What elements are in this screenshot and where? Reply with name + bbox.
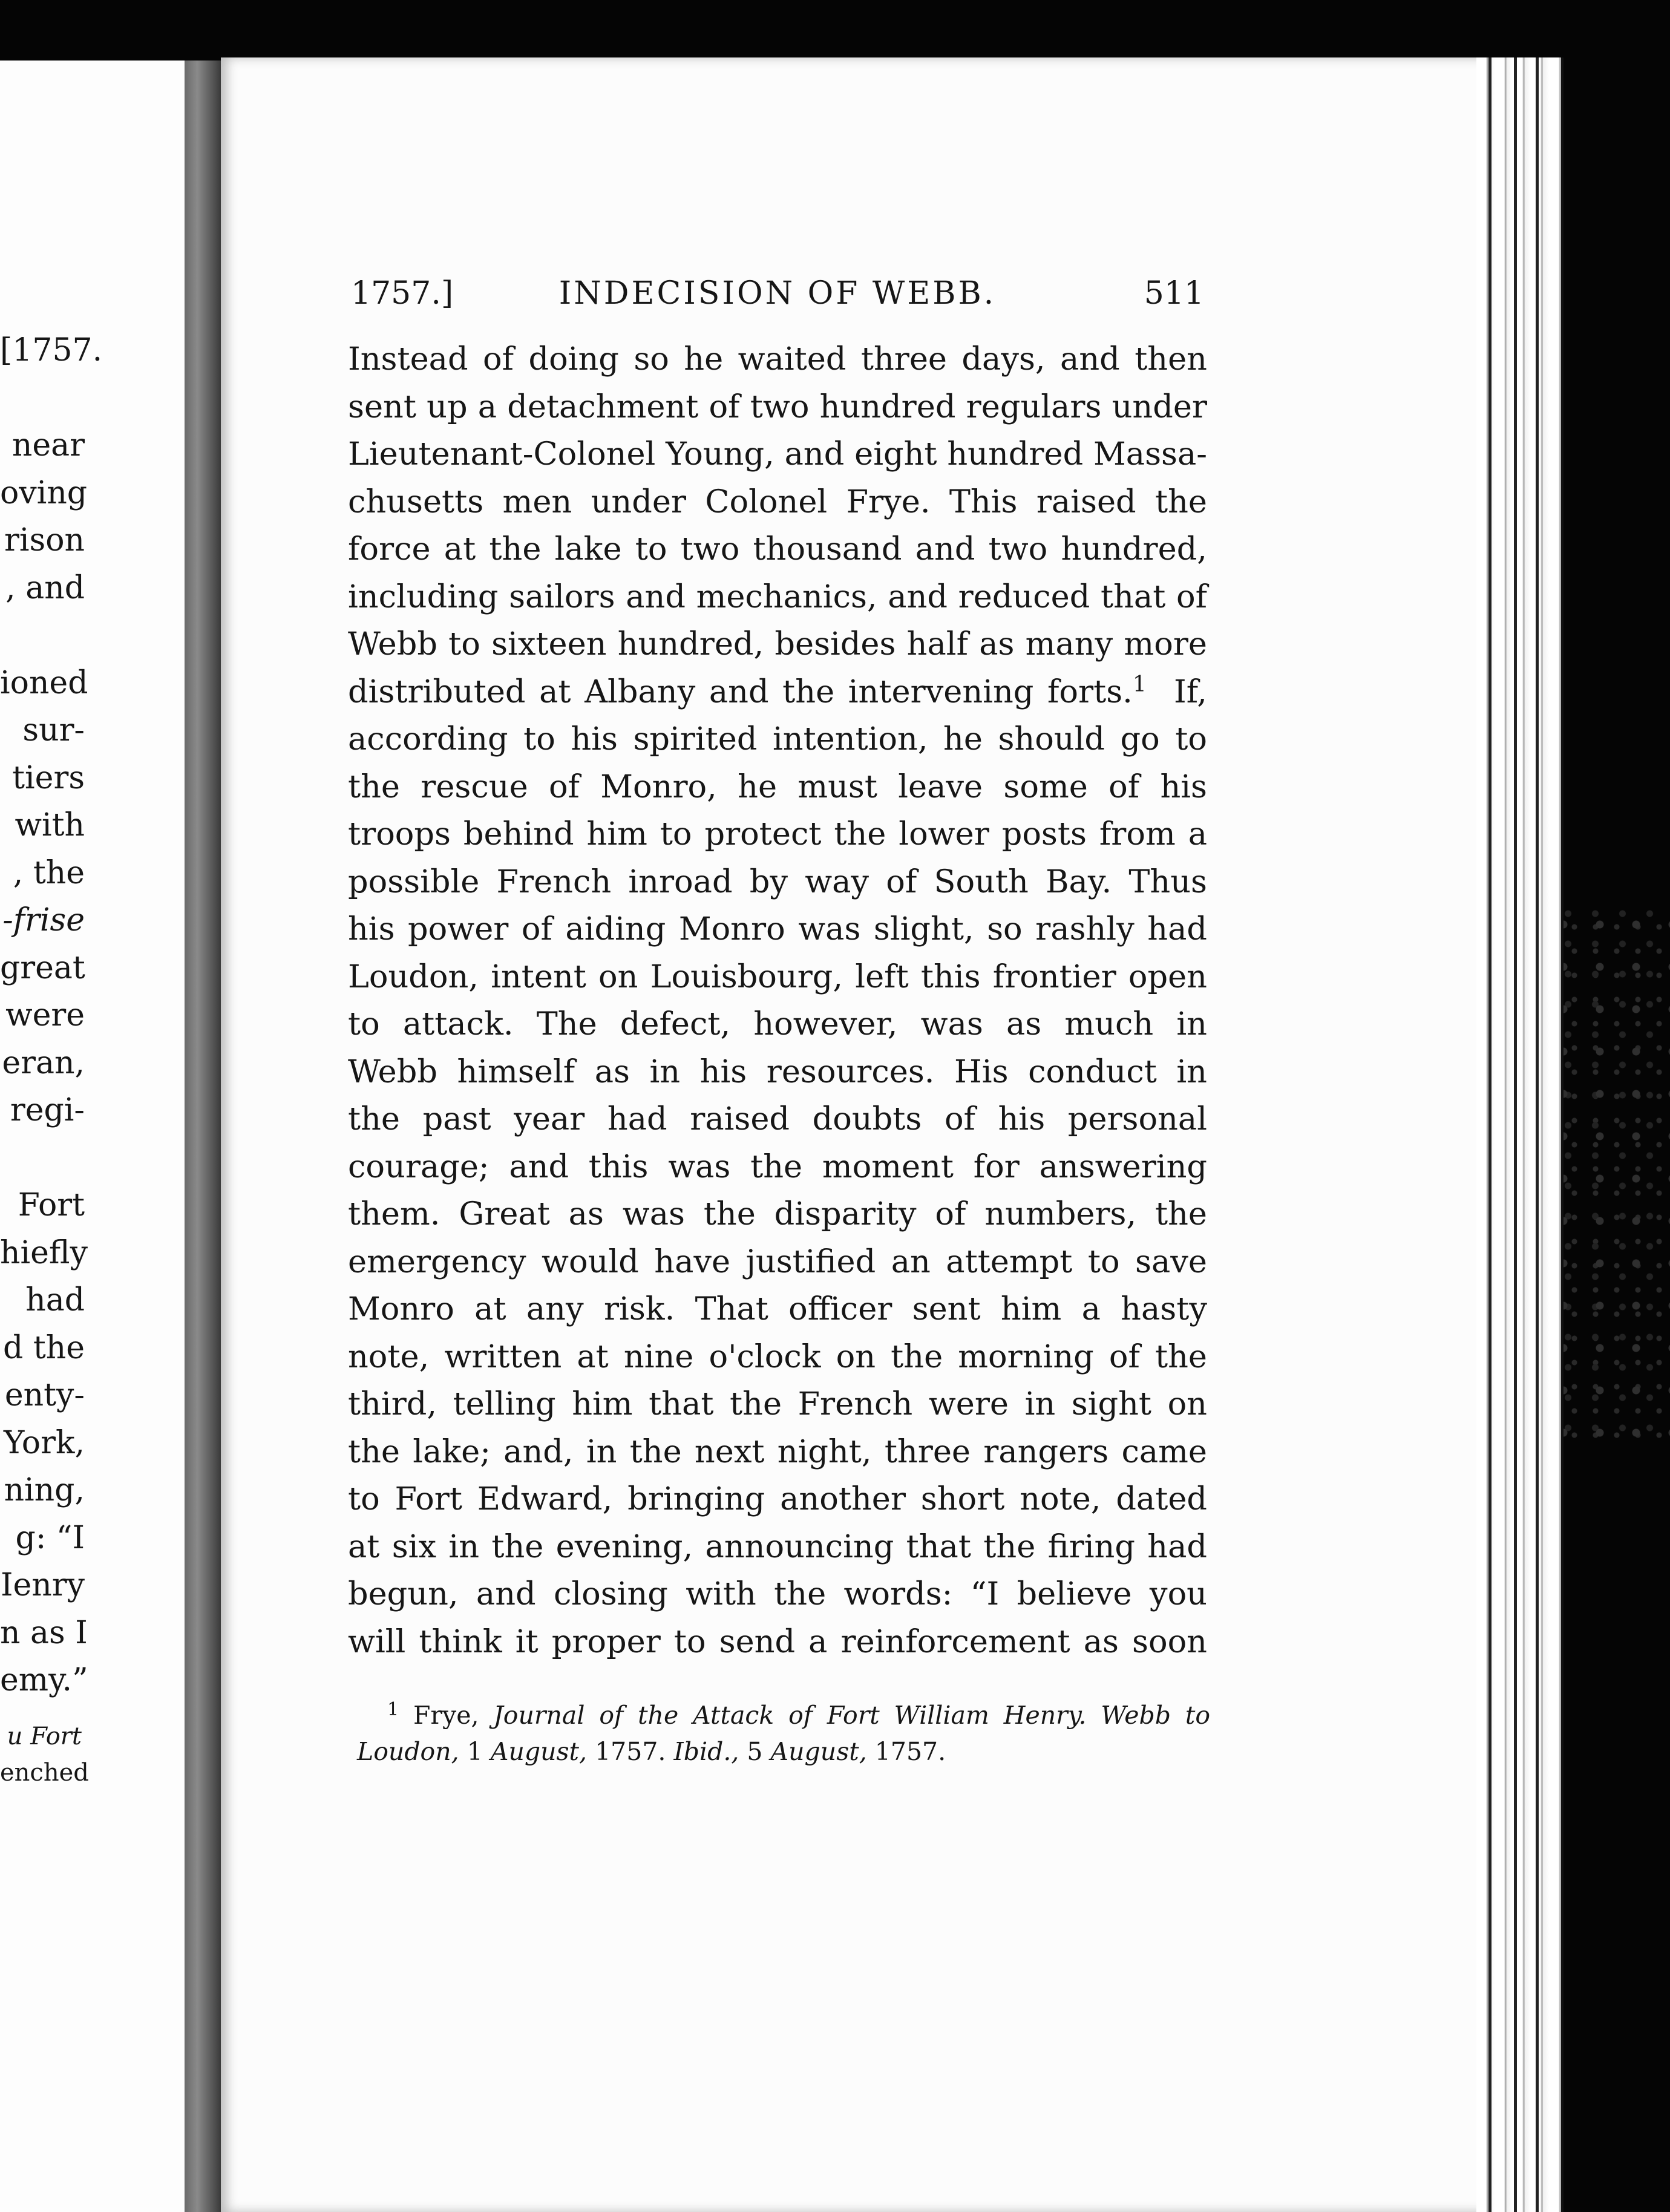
body-line <box>348 1333 1207 1381</box>
footnote-letter: Webb to <box>1101 1701 1210 1730</box>
body-line-text: distributed at Albany and the intervening forts. <box>348 673 1133 710</box>
body-line-text: to attack. The defect, however, was as much in <box>348 1006 1207 1042</box>
left-page-line: d the <box>3 1329 85 1366</box>
body-line-text: note, written at nine o'clock on the morning of the <box>348 1338 1207 1375</box>
left-page-line <box>0 1134 85 1182</box>
body-line-text: Monro at any risk. That officer sent him a hasty <box>348 1291 1207 1327</box>
running-header <box>351 266 1204 321</box>
body-line <box>348 479 1207 526</box>
left-page-footnote-line: enched <box>0 1759 89 1787</box>
left-page-line: , the <box>13 854 85 891</box>
left-page <box>0 61 185 2212</box>
body-line <box>348 526 1207 574</box>
header-title: INDECISION OF WEBB. <box>558 275 997 312</box>
background-texture <box>1549 908 1670 1452</box>
body-line <box>348 1001 1207 1049</box>
left-page-line: [1757. <box>0 332 103 368</box>
footnote-text: 1757. <box>587 1737 674 1766</box>
body-line <box>348 811 1207 859</box>
left-page-line: Ienry <box>0 1567 85 1603</box>
body-line <box>348 431 1207 479</box>
left-page-footnote-line: u Fort <box>7 1723 82 1750</box>
body-line-text: to Fort Edward, bringing another short note, dated <box>348 1481 1207 1517</box>
body-line <box>348 1571 1207 1618</box>
body-line-text: Loudon, intent on Louisbourg, left this frontier open <box>348 958 1207 995</box>
header-year: 1757.] <box>351 275 454 312</box>
left-page-line: had <box>25 1282 85 1318</box>
body-line <box>348 1144 1207 1191</box>
page-edge-line <box>1488 57 1492 2212</box>
footnote-text: August, <box>490 1737 588 1766</box>
body-line-text: at six in the evening, announcing that the firing had <box>348 1528 1207 1565</box>
left-page-line: near <box>11 427 85 463</box>
body-line-text: courage; and this was the moment for answering <box>348 1148 1207 1185</box>
body-line-text: third, telling him that the French were in sight on <box>348 1386 1207 1422</box>
body-line <box>348 716 1207 764</box>
left-page-line <box>0 612 85 659</box>
left-page-line: York, <box>3 1424 85 1461</box>
body-line-text: Lieutenant-Colonel Young, and eight hundred Massa- <box>348 436 1207 473</box>
footnote-text: 1757. <box>866 1737 946 1766</box>
left-page-line: were <box>5 997 85 1033</box>
footnote-line <box>357 1697 1210 1733</box>
body-line <box>348 764 1207 811</box>
body-line-text: his power of aiding Monro was slight, so rashly had <box>348 911 1207 947</box>
left-page-line: tiers <box>12 759 85 796</box>
page-edge-line <box>1536 57 1539 2212</box>
left-page-line: with <box>15 807 85 843</box>
footnote-title: Journal of the Attack of Fort William Henry. <box>493 1701 1087 1730</box>
body-line-text: If, <box>1146 673 1207 710</box>
body-line-text: the rescue of Monro, he must leave some of his <box>348 768 1207 805</box>
body-line <box>348 1523 1207 1571</box>
body-line <box>348 1428 1207 1476</box>
body-line <box>348 1049 1207 1096</box>
left-page-line <box>0 375 85 422</box>
left-page-footnote <box>0 1718 89 1791</box>
left-page-line: sur- <box>22 712 85 748</box>
book-gutter <box>185 61 221 2212</box>
left-page-line: hiefly <box>0 1234 88 1271</box>
footnote-text: Loudon, <box>357 1737 459 1766</box>
body-line-text: Webb himself as in his resources. His conduct in <box>348 1053 1207 1090</box>
body-line-text: emergency would have justified an attempt to save <box>348 1243 1207 1280</box>
body-line-text: troops behind him to protect the lower posts from a <box>348 816 1207 852</box>
left-page-line: eran, <box>2 1044 85 1081</box>
page-edges <box>1476 57 1564 2212</box>
body-line <box>348 954 1207 1001</box>
body-line-text: the past year had raised doubts of his personal <box>348 1101 1207 1137</box>
body-line <box>348 1191 1207 1239</box>
footnote-author: Frye, <box>413 1701 494 1730</box>
left-page-line: n as I <box>0 1614 88 1651</box>
left-page-line: rison <box>4 522 85 558</box>
body-line <box>348 1096 1207 1144</box>
page-edge-line <box>1514 57 1517 2212</box>
footnote-reference: 1 <box>1132 672 1147 697</box>
body-line-text: according to his spirited intention, he should go to <box>348 721 1207 758</box>
body-line-text: chusetts men under Colonel Frye. This raised the <box>348 483 1207 520</box>
footnote-mark: 1 <box>387 1699 399 1720</box>
body-text <box>348 336 1207 1666</box>
body-line-text: begun, and closing with the words: “I believe you <box>348 1576 1207 1612</box>
body-line <box>348 1381 1207 1428</box>
footnote-text: 1 <box>459 1737 491 1766</box>
left-page-line: ning, <box>4 1472 85 1508</box>
left-page-line: , and <box>5 569 85 606</box>
left-page-line: oving <box>0 474 88 511</box>
body-line-text: will think it proper to send a reinforcement as soon <box>348 1623 1207 1660</box>
left-page-line: Fort <box>18 1187 85 1223</box>
footnote-text: August, <box>770 1737 867 1766</box>
left-page-text <box>0 327 103 1704</box>
body-line-text: force at the lake to two thousand and two hundred, <box>348 531 1207 568</box>
body-line <box>348 384 1207 431</box>
body-line <box>348 859 1207 906</box>
body-line <box>348 1476 1207 1523</box>
body-line <box>348 574 1207 621</box>
body-line <box>348 1239 1207 1286</box>
footnote-text: Ibid., <box>673 1737 739 1766</box>
footnote-text: 5 <box>739 1737 771 1766</box>
body-line-text: the lake; and, in the next night, three rangers came <box>348 1433 1207 1470</box>
footnote <box>357 1697 1210 1770</box>
body-line <box>348 1286 1207 1333</box>
body-line-text: possible French inroad by way of South Bay. Thus <box>348 863 1207 900</box>
body-line-text: Webb to sixteen hundred, besides half as many more <box>348 626 1207 663</box>
left-page-line: g: “I <box>15 1519 85 1556</box>
left-page-line: ioned <box>0 664 88 701</box>
body-line-text: Instead of doing so he waited three days, and then <box>348 341 1207 378</box>
body-line-text: them. Great as was the disparity of numbers, the <box>348 1196 1207 1232</box>
left-page-line: -frise <box>2 902 85 938</box>
body-line <box>348 621 1207 669</box>
body-line-text: sent up a detachment of two hundred regulars under <box>348 388 1207 425</box>
left-page-line: regi- <box>10 1092 85 1128</box>
page-number: 511 <box>1144 275 1204 312</box>
body-line <box>348 906 1207 954</box>
body-line <box>348 336 1207 384</box>
body-line-text: including sailors and mechanics, and reduced that of <box>348 578 1207 615</box>
footnote-line <box>357 1733 1210 1770</box>
body-line <box>348 669 1207 716</box>
left-page-line: emy.” <box>0 1662 88 1698</box>
body-line <box>348 1618 1207 1666</box>
left-page-line: great <box>0 949 85 986</box>
left-page-line: enty- <box>4 1377 85 1413</box>
